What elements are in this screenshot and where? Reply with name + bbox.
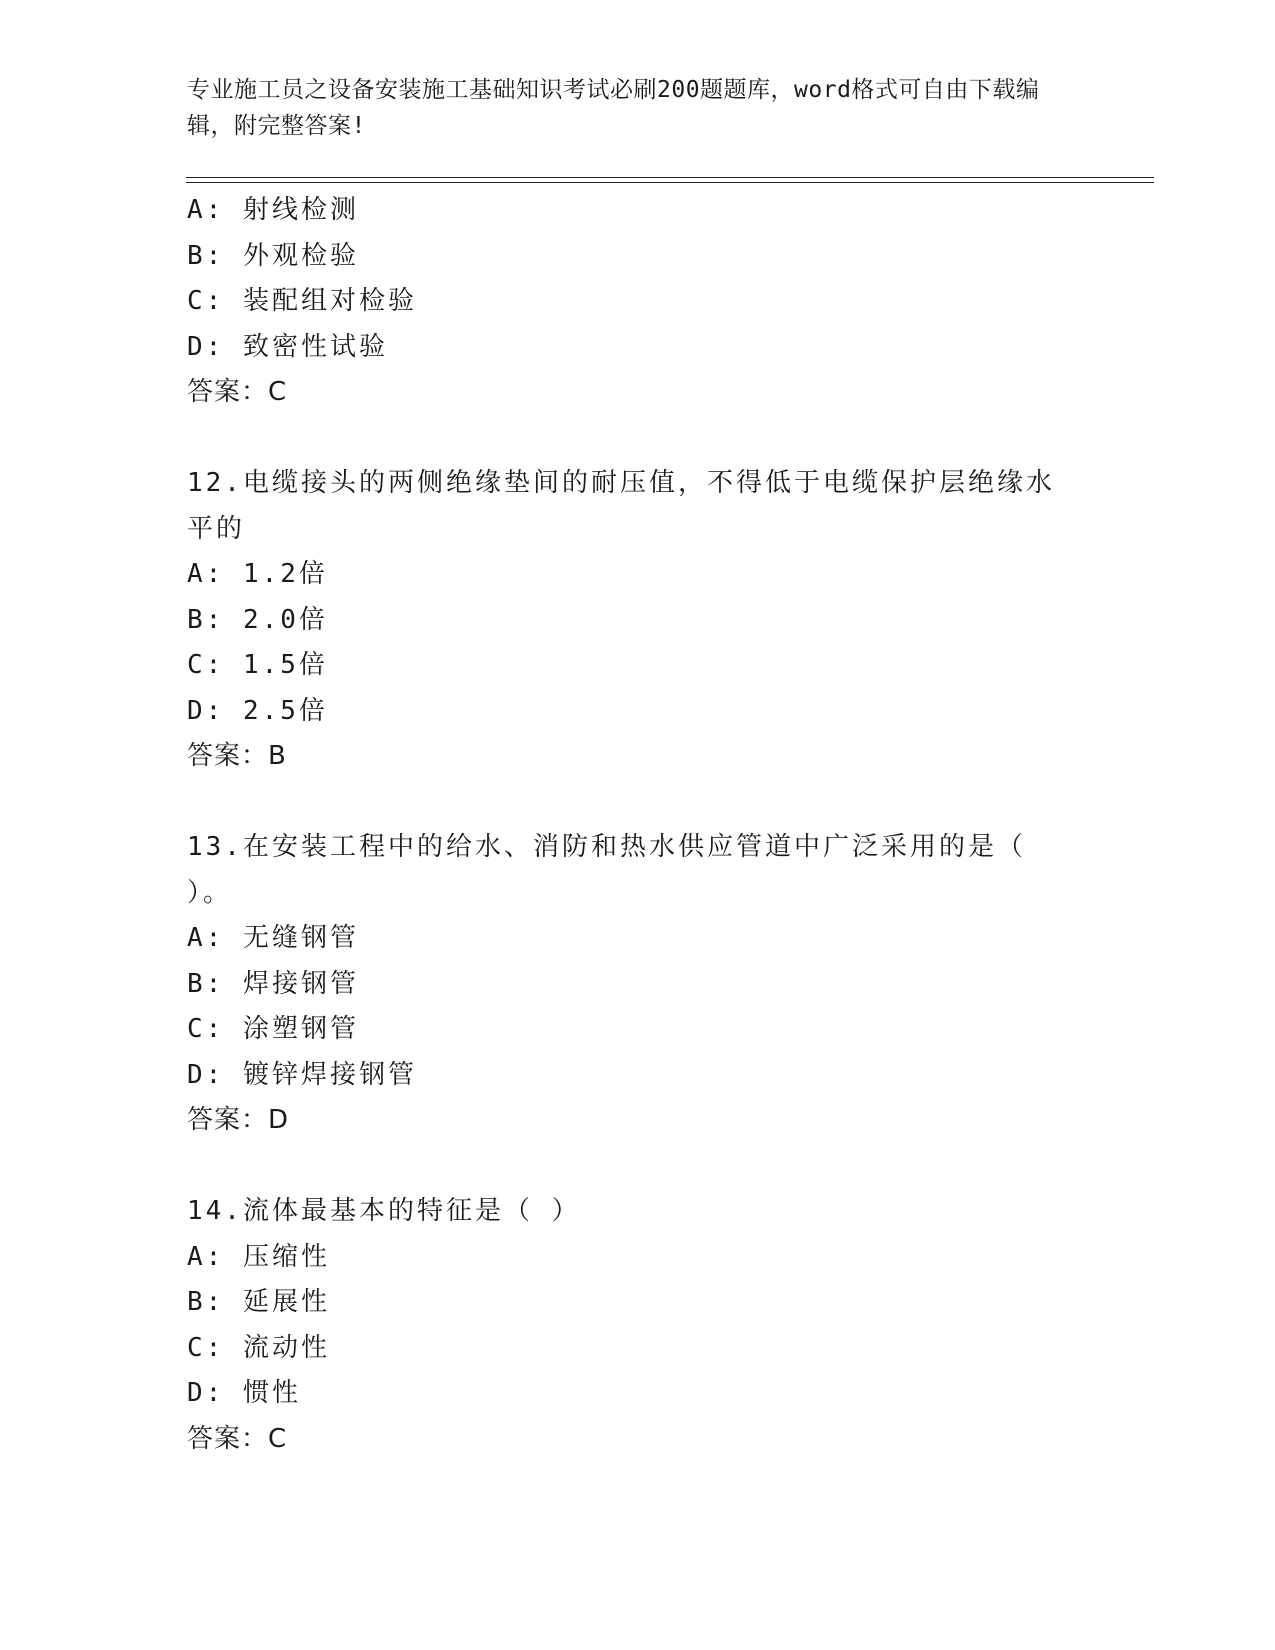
question-block-13 [187,825,1087,1144]
question-block-11 [187,188,1087,416]
answer-line: 答案：B [187,741,287,771]
option-d: D: 2.5倍 [187,695,328,726]
answer-line: 答案：C [187,377,288,407]
header-divider-bottom [186,182,1154,183]
option-b: B: 焊接钢管 [187,968,359,999]
header-title: 专业施工员之设备安装施工基础知识考试必刷200题题库，word格式可自由下载编辑，附完整答案! [187,77,1040,139]
answer-line: 答案：D [187,1105,290,1135]
question-stem: 12.电缆接头的两侧绝缘垫间的耐压值，不得低于电缆保护层绝缘水平的 [187,468,1055,544]
option-a: A: 1.2倍 [187,559,328,589]
option-a: A: 无缝钢管 [187,923,359,953]
option-b: B: 2.0倍 [187,604,328,635]
option-b: B: 外观检验 [187,240,359,271]
answer-line: 答案：C [187,1423,288,1454]
question-block-12 [187,461,1087,780]
question-stem: 14.流体最基本的特征是（ ） [187,1196,581,1226]
header-divider-top [186,177,1154,178]
option-a: A: 压缩性 [187,1241,330,1272]
option-d: D: 惯性 [187,1378,301,1408]
option-d: D: 致密性试验 [187,331,388,362]
option-c: C: 1.5倍 [187,650,328,680]
question-stem: 13.在安装工程中的给水、消防和热水供应管道中广泛采用的是（ ）。 [187,832,1026,908]
option-c: C: 装配组对检验 [187,286,417,316]
option-c: C: 涂塑钢管 [187,1014,359,1044]
question-block-14 [187,1189,1087,1462]
option-a: A: 射线检测 [187,195,359,225]
document-header [187,72,1067,144]
option-c: C: 流动性 [187,1332,330,1363]
question-list [187,188,1087,1462]
option-b: B: 延展性 [187,1287,330,1317]
option-d: D: 镀锌焊接钢管 [187,1059,417,1090]
